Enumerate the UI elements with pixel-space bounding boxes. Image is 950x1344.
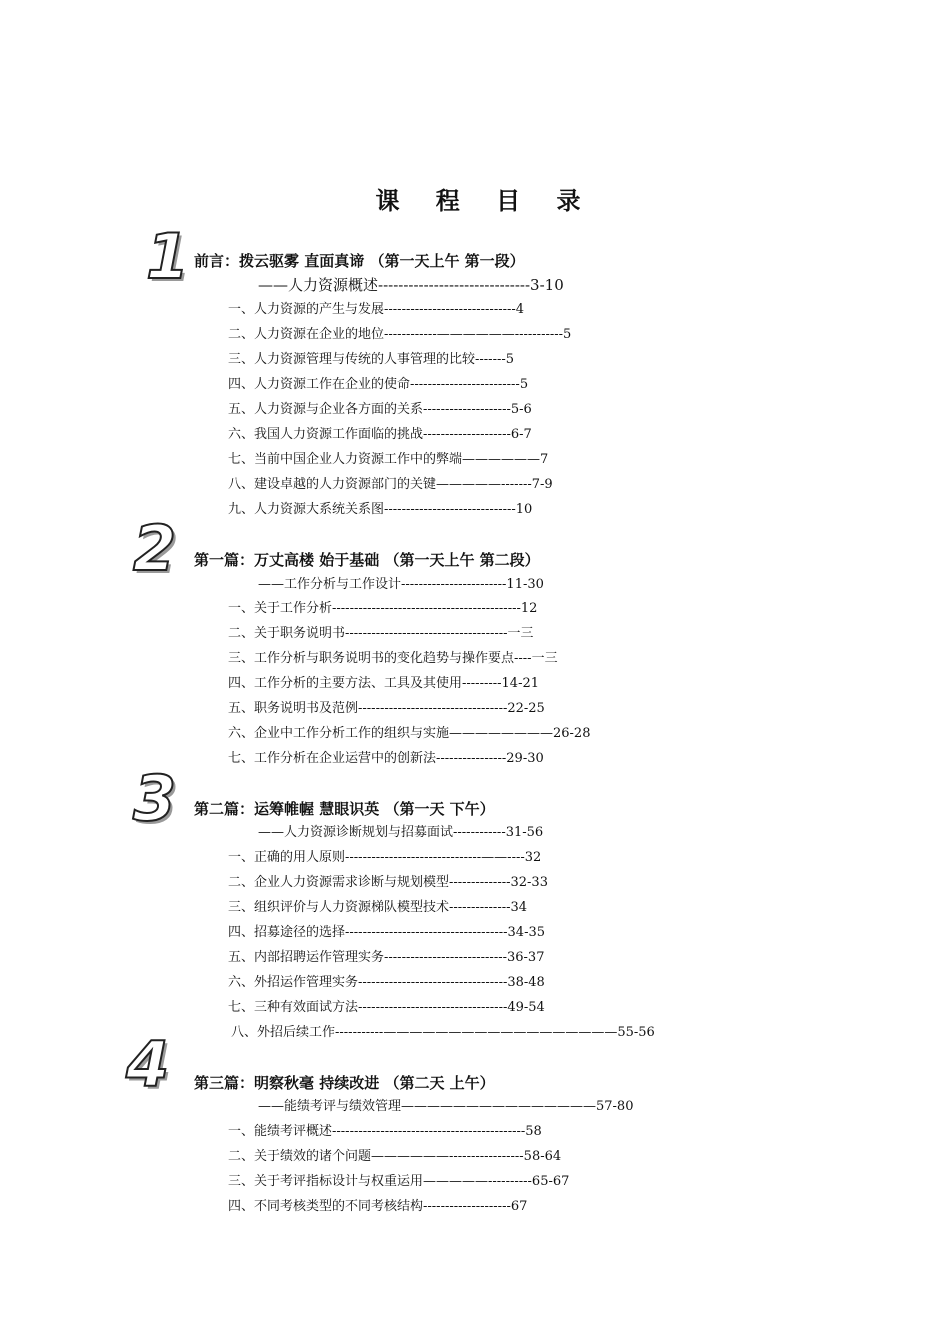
toc-item: 九、人力资源大系统关系图------------------------------10 <box>228 502 533 517</box>
page-title: 课 程 目 录 <box>375 187 595 215</box>
toc-item: 二、关于绩效的诸个问题——————-----------------58-64 <box>228 1149 562 1164</box>
section-number-badge: 3 <box>133 762 177 835</box>
section-number-badge: 4 <box>126 1028 170 1101</box>
toc-item: 七、三种有效面试方法----------------------------------49-54 <box>228 1000 545 1015</box>
toc-item: 一、能绩考评概述--------------------------------------------58 <box>228 1124 542 1139</box>
toc-item: 五、职务说明书及范例----------------------------------22-25 <box>228 701 545 716</box>
toc-item: 八、外招后续工作-----------——————————————————55-56 <box>231 1025 655 1040</box>
toc-item: 四、不同考核类型的不同考核结构--------------------67 <box>228 1199 528 1214</box>
section-number-badge: 1 <box>146 220 190 293</box>
toc-item: 五、人力资源与企业各方面的关系--------------------5-6 <box>228 402 532 417</box>
toc-item: 八、建设卓越的人力资源部门的关键—————-------7-9 <box>228 477 553 492</box>
toc-item: 三、人力资源管理与传统的人事管理的比较-------5 <box>228 352 515 367</box>
toc-item: 五、内部招聘运作管理实务----------------------------36-37 <box>228 950 545 965</box>
toc-item: 四、招募途径的选择-------------------------------------34-35 <box>228 925 546 940</box>
section-heading: 第二篇：运筹帷幄 慧眼识英 （第一天 下午） <box>194 800 495 818</box>
section-subheading: ——人力资源概述------------------------------3-10 <box>258 276 564 294</box>
toc-item: 四、人力资源工作在企业的使命-------------------------5 <box>228 377 529 392</box>
section-number-badge: 2 <box>133 512 177 585</box>
toc-item: 六、外招运作管理实务----------------------------------38-48 <box>228 975 545 990</box>
toc-item: 二、关于职务说明书-------------------------------------一三 <box>228 626 534 641</box>
section-heading: 前言：拨云驱雾 直面真谛 （第一天上午 第一段） <box>194 252 525 270</box>
toc-item: 六、企业中工作分析工作的组织与实施————————26-28 <box>228 726 591 741</box>
section-heading: 第三篇：明察秋毫 持续改进 （第二天 上午） <box>194 1074 495 1092</box>
toc-item: 六、我国人力资源工作面临的挑战--------------------6-7 <box>228 427 532 442</box>
section-subheading: ——工作分析与工作设计------------------------11-30 <box>258 577 544 592</box>
toc-item: 一、关于工作分析-------------------------------------------12 <box>228 601 538 616</box>
toc-item: 四、工作分析的主要方法、工具及其使用---------14-21 <box>228 676 540 691</box>
toc-item: 一、人力资源的产生与发展------------------------------4 <box>228 302 525 317</box>
toc-item: 一、正确的用人原则-------------------------------——----32 <box>228 850 542 865</box>
toc-item: 三、工作分析与职务说明书的变化趋势与操作要点----一三 <box>228 651 558 666</box>
section-subheading: ——人力资源诊断规划与招募面试------------31-56 <box>258 825 544 840</box>
section-heading: 第一篇：万丈高楼 始于基础 （第一天上午 第二段） <box>194 551 540 569</box>
toc-item: 二、企业人力资源需求诊断与规划模型--------------32-33 <box>228 875 548 890</box>
toc-item: 二、人力资源在企业的地位------------——————-----------5 <box>228 327 572 342</box>
toc-item: 三、关于考评指标设计与权重运用—————----------65-67 <box>228 1174 570 1189</box>
toc-item: 三、组织评价与人力资源梯队模型技术--------------34 <box>228 900 528 915</box>
toc-item: 七、工作分析在企业运营中的创新法----------------29-30 <box>228 751 544 766</box>
section-subheading: ——能绩考评与绩效管理———————————————57-80 <box>258 1099 634 1114</box>
toc-item: 七、当前中国企业人力资源工作中的弊端——————7 <box>228 452 549 467</box>
